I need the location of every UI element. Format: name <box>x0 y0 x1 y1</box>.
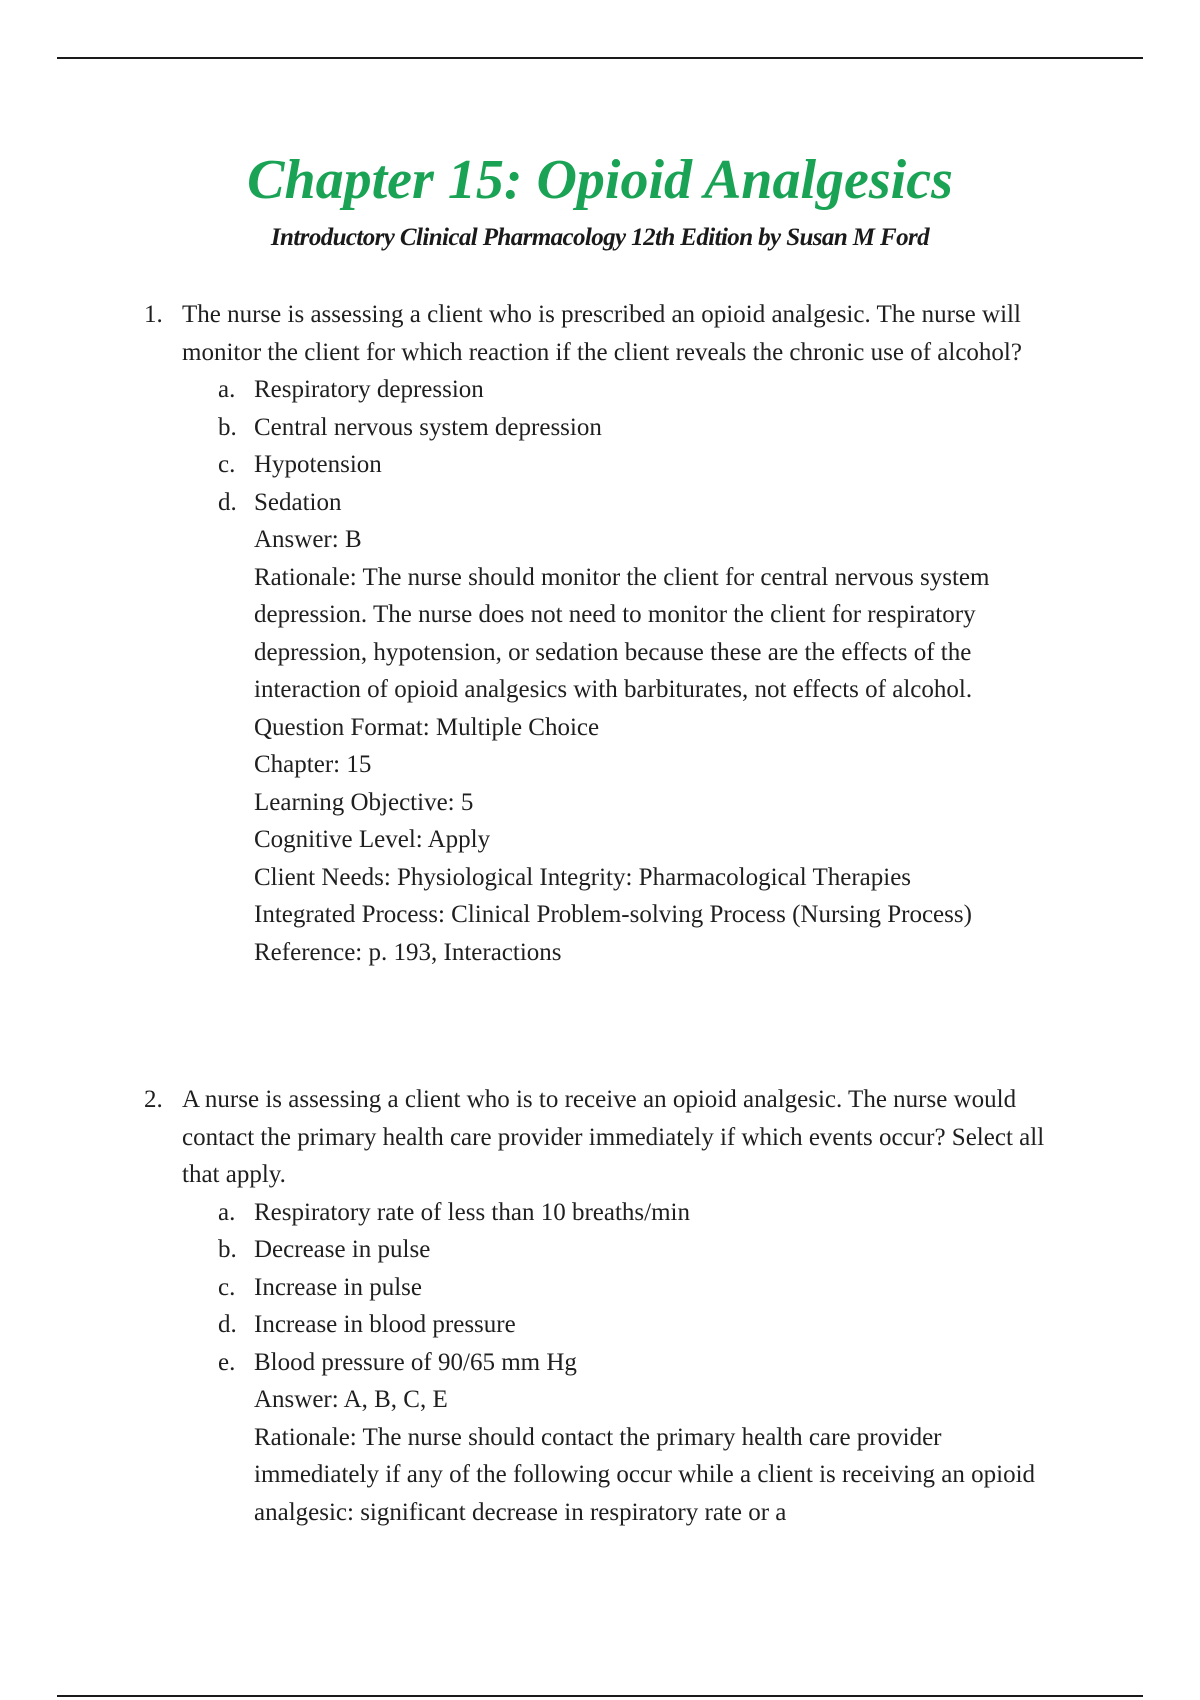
chapter-title: Chapter 15: Opioid Analgesics <box>247 149 953 211</box>
client-needs: Client Needs: Physiological Integrity: Pharmacological Therapies <box>254 863 912 891</box>
option-letter: b. <box>218 413 237 441</box>
integrated-process: Integrated Process: Clinical Problem-solving Process (Nursing Process) Reference: p. 193, Interactions <box>254 901 972 966</box>
top-rule <box>57 57 1143 59</box>
question-number: 2. <box>144 1086 163 1113</box>
option-b <box>182 409 1062 447</box>
option-letter: c. <box>218 1273 236 1301</box>
option-a <box>182 1194 1062 1232</box>
answer-details <box>182 521 1062 971</box>
option-c <box>182 1269 1062 1307</box>
option-d <box>182 484 1062 522</box>
question-stem <box>144 1081 1062 1194</box>
question-text: The nurse is assessing a client who is prescribed an opioid analgesic. The nurse will monitor the client for which reaction if the client reveals the chronic use of alcohol? <box>182 301 1022 366</box>
question-1 <box>144 296 1062 971</box>
book-subtitle: Introductory Clinical Pharmacology 12th Edition by Susan M Ford <box>270 224 930 251</box>
option-text: Respiratory depression <box>254 376 484 403</box>
learning-objective: Learning Objective: 5 <box>254 788 474 816</box>
option-b <box>182 1231 1062 1269</box>
question-format: Question Format: Multiple Choice <box>254 713 600 741</box>
cognitive-level: Cognitive Level: Apply <box>254 826 491 853</box>
answer-options <box>182 1194 1062 1382</box>
option-text: Increase in pulse <box>254 1273 422 1301</box>
option-text: Hypotension <box>254 451 382 478</box>
chapter-line: Chapter: 15 <box>254 751 372 778</box>
option-letter: b. <box>218 1236 237 1263</box>
rationale-text: Rationale: The nurse should monitor the client for central nervous system depression. The nurse does not need to monitor the client for respiratory depression, hypotension, or sedation because these are the effects of the interaction of opioid analgesics with barbiturates, not effects of alcohol. <box>254 563 990 703</box>
option-text: Respiratory rate of less than 10 breaths/min <box>254 1198 690 1226</box>
option-e <box>182 1344 1062 1382</box>
question-number: 1. <box>144 301 163 328</box>
answer-options <box>182 371 1062 521</box>
option-letter: c. <box>218 451 236 478</box>
question-stem <box>144 296 1062 371</box>
question-text: A nurse is assessing a client who is to receive an opioid analgesic. The nurse would contact the primary health care provider immediately if which events occur? Select all that apply. <box>182 1086 1045 1188</box>
option-text: Decrease in pulse <box>254 1236 431 1263</box>
answer-line: Answer: A, B, C, E <box>254 1386 448 1413</box>
option-letter: e. <box>218 1348 236 1376</box>
option-text: Central nervous system depression <box>254 413 602 441</box>
option-text: Sedation <box>254 488 342 516</box>
option-text: Increase in blood pressure <box>254 1311 516 1338</box>
option-letter: a. <box>218 1198 236 1226</box>
bottom-rule <box>57 1695 1143 1697</box>
answer-line: Answer: B <box>254 526 362 553</box>
option-letter: a. <box>218 376 236 403</box>
option-letter: d. <box>218 1311 237 1338</box>
option-c <box>182 446 1062 484</box>
option-d <box>182 1306 1062 1344</box>
rationale-text: Rationale: The nurse should contact the primary health care provider immediately if any of the following occur while a client is receiving an opioid analgesic: significant decrease in respiratory rate or a <box>254 1423 1036 1526</box>
answer-details <box>182 1381 1062 1531</box>
question-2 <box>144 1081 1062 1531</box>
option-text: Blood pressure of 90/65 mm Hg <box>254 1348 577 1376</box>
option-letter: d. <box>218 488 237 516</box>
option-a <box>182 371 1062 409</box>
